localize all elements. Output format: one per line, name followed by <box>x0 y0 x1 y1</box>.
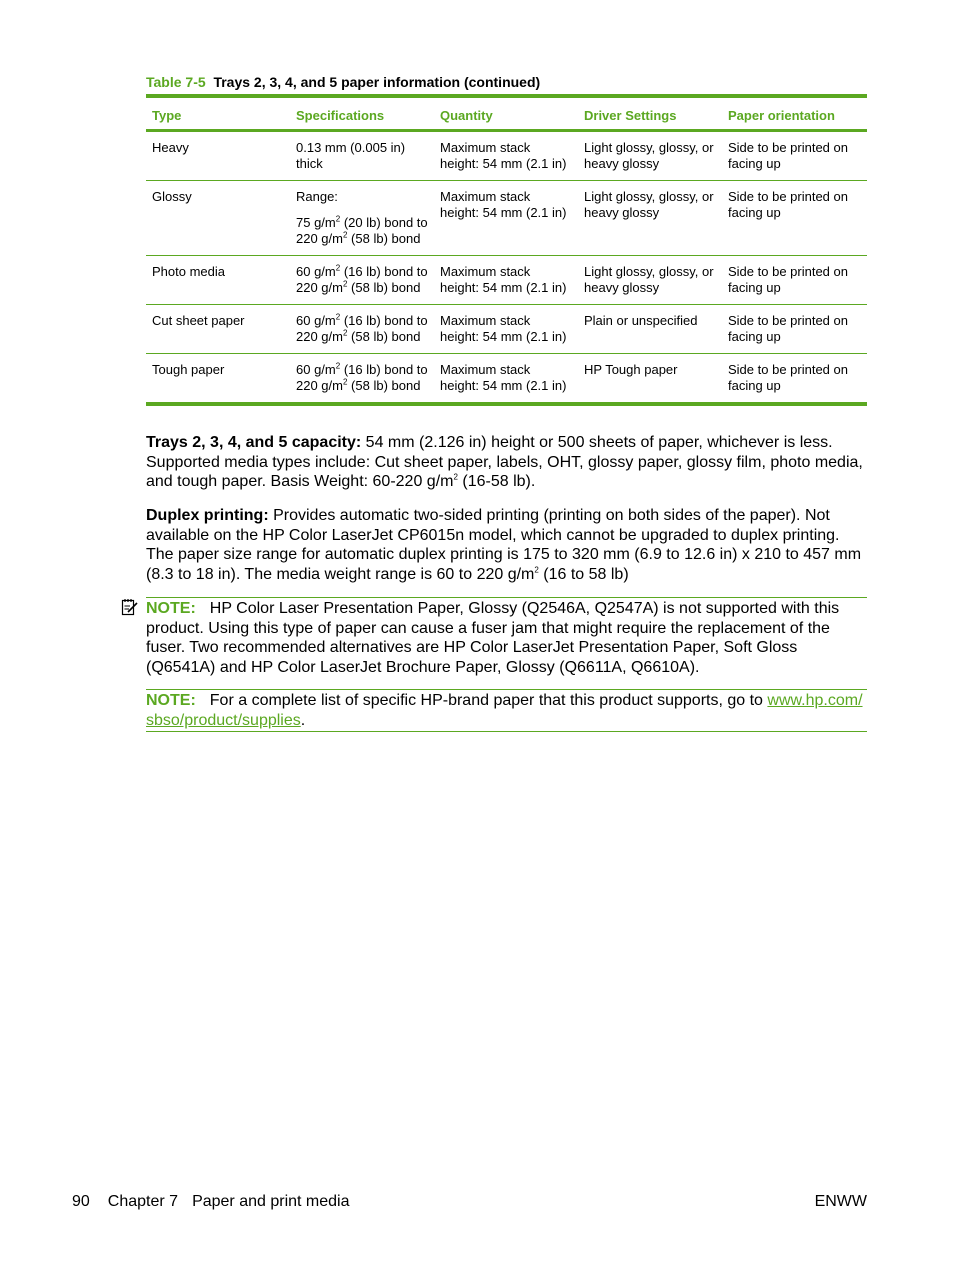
cell-driver: Light glossy, glossy, or heavy glossy <box>584 140 714 171</box>
cell-driver: Light glossy, glossy, or heavy glossy <box>584 264 714 295</box>
cell-quantity: Maximum stack height: 54 mm (2.1 in) <box>440 140 567 171</box>
chapter-title: Paper and print media <box>192 1193 350 1210</box>
header-type: Type <box>152 107 182 123</box>
cell-type: Heavy <box>152 140 189 155</box>
duplex-paragraph: Duplex printing: Provides automatic two-sided printing (printing on both sides of the paper). Not available on the HP Color LaserJet CP6015n model, which cannot be upgraded to duplex printing. The paper size range for automatic duplex printing is 175 to 320 mm (6.9 to 12.6 in) x 210 to 457 mm (8.3 to 18 in). The media weight range is 60 to 220 $g/m^2$ (16 to 58 lb) <box>146 507 862 583</box>
table-row <box>146 305 867 354</box>
spec-range-label: Range: <box>296 189 338 204</box>
capacity-paragraph: Trays 2, 3, 4, and 5 capacity: 54 mm (2.126 in) height or 500 sheets of paper, whichever is less. Supported media types include: Cut sheet paper, labels, OHT, glossy paper, glossy film, photo media, and tough paper. Basis Weight: 60-220 $g/m^2$ (16-58 lb). <box>146 434 863 490</box>
note-text: For a complete list of specific HP-brand paper that this product supports, go to <box>209 692 768 709</box>
table-row <box>146 354 867 405</box>
table-row <box>146 131 867 181</box>
cell-quantity: Maximum stack height: 54 mm (2.1 in) <box>440 189 567 220</box>
cell-spec: 60 $g/m^2$ (16 lb) bond to 220 $g/m^2$ (58 lb) bond <box>296 263 428 295</box>
note-text: HP Color Laser Presentation Paper, Glossy (Q2546A, Q2547A) is not supported with this product. Using this type of paper can cause a fuser jam that might require the replacement of the fuser. Two recommended alternatives are HP Color LaserJet Presentation Paper, Soft Gloss (Q6541A) and HP Color LaserJet Brochure Paper, Glossy (Q6611A, Q6610A). <box>146 600 840 676</box>
cell-quantity: Maximum stack height: 54 mm (2.1 in) <box>440 362 567 393</box>
cell-driver: Light glossy, glossy, or heavy glossy <box>584 189 714 220</box>
header-specifications: Specifications <box>296 107 385 123</box>
cell-type: Photo media <box>152 264 225 279</box>
page-footer <box>72 1193 867 1211</box>
table-header-row <box>146 96 867 131</box>
cell-orientation: Side to be printed on facing up <box>728 189 848 220</box>
cell-orientation: Side to be printed on facing up <box>728 140 848 171</box>
cell-quantity: Maximum stack height: 54 mm (2.1 in) <box>440 264 567 295</box>
cell-type: Cut sheet paper <box>152 313 245 328</box>
header-quantity: Quantity <box>440 107 493 123</box>
cell-spec: 60 $g/m^2$ (16 lb) bond to 220 $g/m^2$ (58 lb) bond <box>296 361 428 393</box>
cell-orientation: Side to be printed on facing up <box>728 264 848 295</box>
cell-driver: Plain or unspecified <box>584 313 698 328</box>
cell-quantity: Maximum stack height: 54 mm (2.1 in) <box>440 313 567 344</box>
note-label: NOTE: <box>146 600 196 617</box>
table-row <box>146 256 867 305</box>
cell-spec <box>290 181 434 256</box>
table-row <box>146 181 867 256</box>
note-label: NOTE: <box>146 692 196 709</box>
header-driver-settings: Driver Settings <box>584 107 677 123</box>
spec-range-value: 75 $g/m^2$ (20 lb) bond to 220 $g/m^2$ (58 lb) bond <box>296 214 428 246</box>
note-supplies-link: NOTE: For a complete list of specific HP-brand paper that this product supports, go to www.hp.com/ sbso/product/supplies. <box>146 689 867 732</box>
note-unsupported-paper <box>146 597 867 677</box>
header-paper-orientation: Paper orientation <box>728 107 835 123</box>
paper-info-table <box>146 94 867 406</box>
note-pad-icon <box>121 598 138 616</box>
table-number: Table 7-5 <box>146 74 206 90</box>
cell-orientation: Side to be printed on facing up <box>728 313 848 344</box>
cell-spec: 60 $g/m^2$ (16 lb) bond to 220 $g/m^2$ (58 lb) bond <box>296 312 428 344</box>
duplex-label: Duplex printing: <box>146 507 269 524</box>
supplies-link[interactable]: www.hp.com/ sbso/product/supplies <box>146 692 863 729</box>
cell-type: Glossy <box>152 189 192 204</box>
table-title: Trays 2, 3, 4, and 5 paper information (continued) <box>213 74 541 90</box>
cell-type: Tough paper <box>152 362 225 377</box>
chapter-label: Chapter 7 <box>107 1193 179 1210</box>
page-number: 90 <box>72 1193 90 1210</box>
cell-orientation: Side to be printed on facing up <box>728 362 848 393</box>
cell-spec: 0.13 mm (0.005 in) thick <box>296 140 406 171</box>
table-caption <box>146 74 540 90</box>
capacity-label: Trays 2, 3, 4, and 5 capacity: <box>146 434 362 451</box>
cell-driver: HP Tough paper <box>584 362 678 377</box>
footer-right: ENWW <box>814 1193 867 1210</box>
